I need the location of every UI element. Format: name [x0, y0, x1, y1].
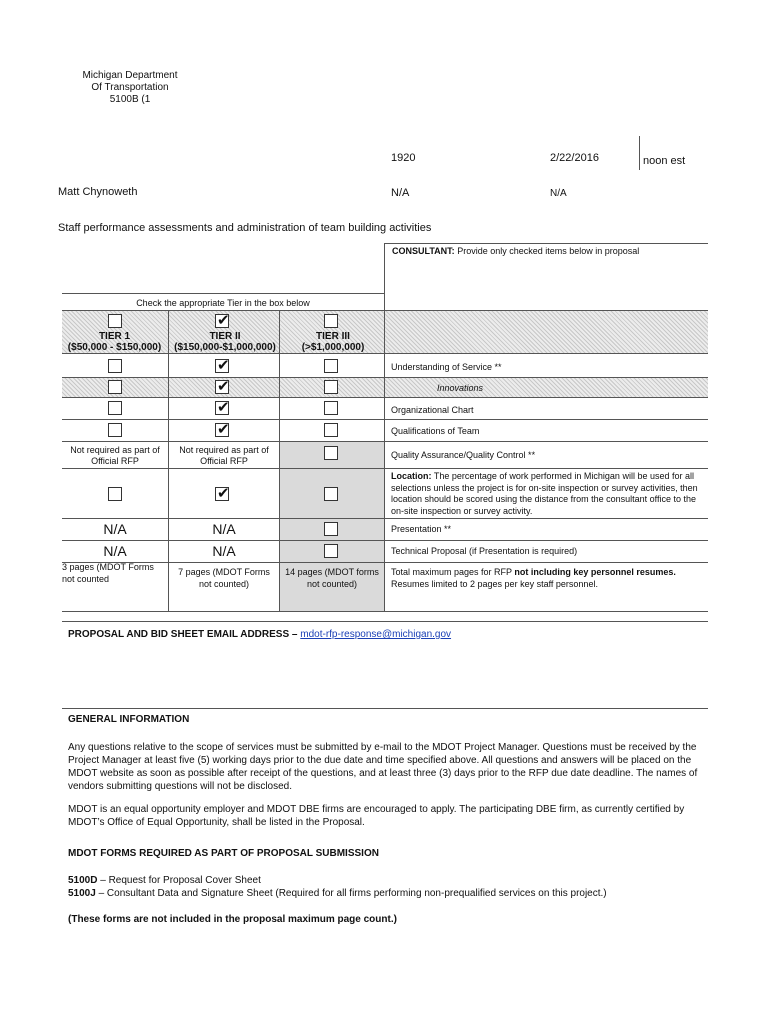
general-para-2: MDOT is an equal opportunity employer and MDOT DBE firms are encouraged to apply. The participating DBE firm, as currently certified by MDOT’s Office of Equal Opportunity, shall be listed in the Proposal. [68, 804, 685, 828]
check-icon: ✔ [217, 420, 230, 438]
tier3-name: TIER III [316, 331, 350, 342]
presentation-na-2: N/A [212, 521, 236, 537]
table-mid-divider [384, 243, 385, 611]
innovations-tier3-checkbox[interactable] [324, 380, 338, 394]
qualifications-tier2-checkbox[interactable] [215, 420, 230, 438]
org-chart-label: Organizational Chart [391, 405, 474, 415]
tier2-name: TIER II [209, 331, 241, 342]
na-field-2: N/A [550, 188, 567, 199]
check-icon: ✔ [217, 484, 230, 502]
qualifications-tier3-checkbox[interactable] [324, 423, 338, 437]
location-tier3-checkbox[interactable] [324, 487, 338, 501]
understanding-tier1-checkbox[interactable] [108, 359, 122, 373]
technical-tier3-checkbox[interactable] [324, 544, 338, 558]
row-line-1 [62, 377, 708, 378]
tier2-range: ($150,000-$1,000,000) [174, 342, 276, 353]
tier2-label [170, 331, 280, 353]
tier1-checkbox[interactable] [108, 314, 122, 328]
form-5100d [68, 874, 708, 887]
org-line-2: Of Transportation [91, 82, 169, 93]
orgchart-tier3-checkbox[interactable] [324, 401, 338, 415]
tier1-range: ($50,000 - $150,000) [67, 342, 162, 353]
form-code: 5100B (1 [109, 94, 151, 105]
max-pages-a: Total maximum pages for RFP [391, 567, 515, 577]
innovations-shade-right [385, 377, 708, 397]
consultant-instruction [384, 246, 708, 256]
pages-tier1: 3 pages (MDOT Forms not counted [62, 562, 154, 584]
tier1-name: TIER 1 [98, 331, 131, 342]
general-para-1: Any questions relative to the scope of services must be submitted by e-mail to the MDOT Project Manager. Questions must be received by the Project Manager at least five (5) working days prior to the due date and time specified above. All questions and answers will be placed on the MDOT website as soon as possible after receipt of the questions, and at least three (3) days prior to the RFP due date deadline. The names of vendors submitting questions will not be disclosed. [68, 742, 698, 792]
tier1-label [62, 331, 167, 353]
tier3-checkbox[interactable] [324, 314, 338, 328]
orgchart-tier2-checkbox[interactable] [215, 398, 230, 416]
tier-header-line [62, 293, 384, 294]
check-icon: ✔ [217, 311, 230, 329]
max-pages-c: Resumes limited to 2 pages per key staff personnel. [391, 579, 598, 589]
col-divider-2 [279, 353, 280, 611]
forms-list [68, 874, 708, 900]
na-field-1: N/A [391, 187, 410, 199]
technical-label: Technical Proposal (if Presentation is required) [391, 546, 578, 556]
time-field: noon est [643, 155, 686, 167]
qaqc-tier3-checkbox[interactable] [324, 446, 338, 460]
form1-code: 5100D [68, 875, 98, 886]
check-icon: ✔ [217, 356, 230, 374]
row-line-2 [62, 397, 708, 398]
forms-heading: MDOT FORMS REQUIRED AS PART OF PROPOSAL SUBMISSION [68, 848, 379, 859]
row-line-7 [62, 540, 708, 541]
tier-divider-2 [279, 311, 280, 353]
row-line-5 [62, 468, 708, 469]
org-header [60, 70, 200, 106]
tier3-range: (>$1,000,000) [301, 342, 365, 353]
row-line-0 [62, 353, 708, 354]
location-tier1-checkbox[interactable] [108, 487, 122, 501]
max-pages-block [391, 566, 703, 590]
general-body [68, 741, 708, 829]
pages-tier2: 7 pages (MDOT Forms not counted) [178, 567, 270, 589]
row-line-4 [62, 441, 708, 442]
table-bottom-line [62, 611, 708, 612]
check-icon: ✔ [217, 398, 230, 416]
tier3-label [282, 331, 384, 353]
understanding-tier3-checkbox[interactable] [324, 359, 338, 373]
understanding-label: Understanding of Service ** [391, 362, 502, 372]
technical-na-1: N/A [103, 543, 127, 559]
qualifications-tier1-checkbox[interactable] [108, 423, 122, 437]
location-tier2-checkbox[interactable] [215, 484, 230, 502]
innovations-tier2-checkbox[interactable] [215, 377, 230, 395]
tier2-checkbox[interactable] [215, 311, 230, 329]
tier-shade-right [385, 311, 708, 353]
email-section [68, 629, 451, 640]
consultant-label: CONSULTANT: [392, 246, 455, 256]
form2-code: 5100J [68, 888, 96, 899]
tier-divider-1 [168, 311, 169, 353]
presentation-tier3-checkbox[interactable] [324, 522, 338, 536]
time-divider [639, 136, 640, 170]
date-field: 2/22/2016 [550, 152, 599, 164]
location-block [391, 471, 703, 517]
location-label: Location: [391, 471, 432, 481]
number-field: 1920 [391, 152, 416, 164]
form-5100j [68, 887, 708, 900]
not-required-tier2: Not required as part of Official RFP [179, 445, 269, 466]
max-pages-b: not including key personnel resumes. [514, 567, 676, 577]
innovations-tier1-checkbox[interactable] [108, 380, 122, 394]
qualifications-label: Qualifications of Team [391, 426, 480, 436]
technical-na-2: N/A [212, 543, 236, 559]
row-line-6 [62, 518, 708, 519]
table-top-line [384, 243, 708, 244]
org-line-1: Michigan Department [82, 70, 178, 81]
email-link[interactable]: mdot-rfp-response@michigan.gov [300, 629, 452, 640]
contact-name: Matt Chynoweth [58, 186, 138, 198]
row-line-3 [62, 419, 708, 420]
consultant-text: Provide only checked items below in proposal [457, 246, 640, 256]
general-heading: GENERAL INFORMATION [68, 714, 190, 725]
location-text: The percentage of work performed in Michigan will be used for all selections unless the project is for on-site inspection or survey activities, then location should be scored using the distance from the consultant office to the on-site inspection or survey activity. [391, 471, 698, 516]
orgchart-tier1-checkbox[interactable] [108, 401, 122, 415]
form2-text: – Consultant Data and Signature Sheet (Required for all firms performing non-prequalified services on this project.) [95, 888, 607, 899]
col-divider-1 [168, 353, 169, 611]
tier-instruction: Check the appropriate Tier in the box below [136, 298, 310, 308]
presentation-na-1: N/A [103, 521, 127, 537]
not-required-tier1: Not required as part of Official RFP [70, 445, 160, 466]
qaqc-label: Quality Assurance/Quality Control ** [391, 450, 536, 460]
forms-note: (These forms are not included in the proposal maximum page count.) [68, 914, 397, 925]
presentation-label: Presentation ** [391, 524, 452, 534]
understanding-tier2-checkbox[interactable] [215, 356, 230, 374]
general-top-line [62, 708, 708, 709]
form1-text: – Request for Proposal Cover Sheet [97, 875, 261, 886]
pages-tier3: 14 pages (MDOT forms not counted) [285, 567, 379, 589]
project-description: Staff performance assessments and administration of team building activities [58, 222, 432, 234]
innovations-label: Innovations [437, 383, 484, 393]
email-label: PROPOSAL AND BID SHEET EMAIL ADDRESS – [68, 629, 301, 640]
check-icon: ✔ [217, 377, 230, 395]
email-top-line [62, 621, 708, 622]
